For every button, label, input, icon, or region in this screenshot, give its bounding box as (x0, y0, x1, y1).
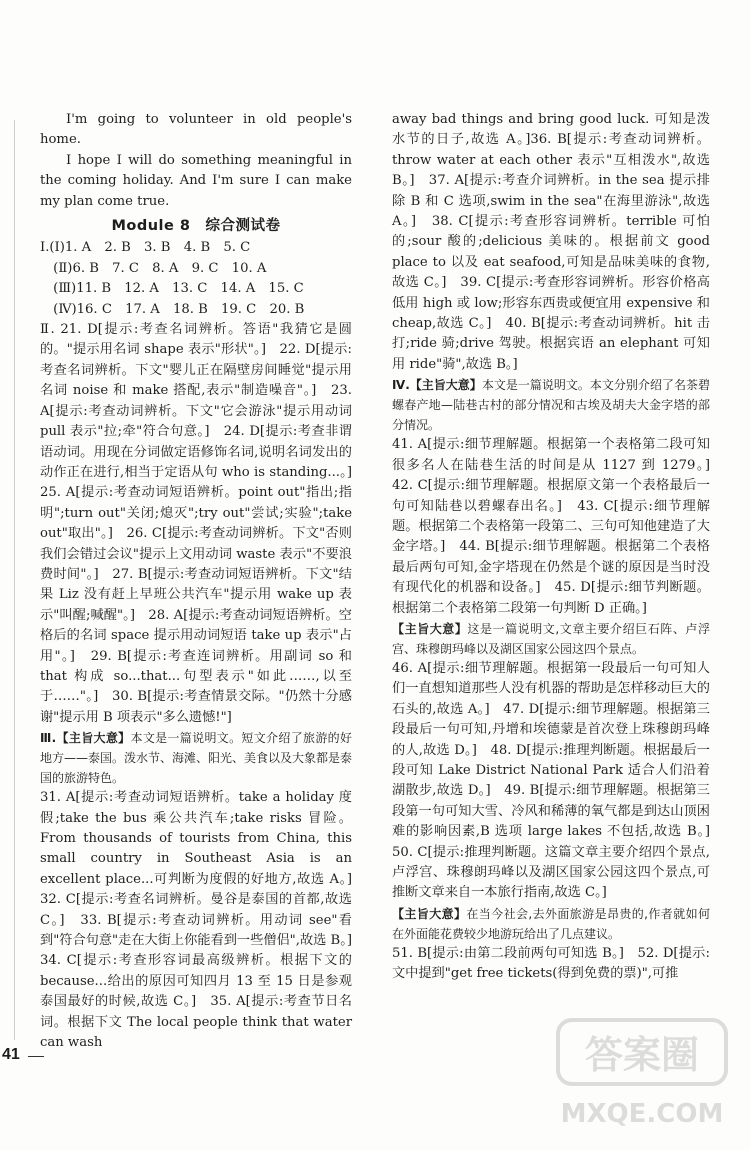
section-2-explanations: Ⅱ. 21. D[提示:考查名词辨析。答语"我猜它是圆的。"提示用名词 shape 表示"形状"。] 22. D[提示:考查名词辨析。下文"婴儿正在隔壁房间睡觉"提示用名词 noise 和 make 搭配,表示"制造噪音"。] 23. A[提示:考查动词辨析。下文"它会游泳"提示用动词 pull 表示"拉;牵"符合句意。] 24. D[提示:考查非谓语动词。用现在分词做定语修饰名词,说明名词发出的动作正在进行,相当于定语从句 who is standing...。] 25. A[提示:考查动词短语辨析。point out"指出;指明";turn out"关闭;熄灭";try out"尝试;实验";take out"取出"。] 26. C[提示:考查动词辨析。下文"否则我们会错过会议"提示上文用动词 waste 表示"不要浪费时间"。] 27. B[提示:考查动词短语辨析。下文"结果 Liz 没有赶上早班公共汽车"提示用 wake up 表示"叫醒;喊醒"。] 28. A[提示:考查动词短语辨析。空格后的名词 space 提示用动词短语 take up 表示"占用"。] 29. B[提示:考查连词辨析。用副词 so 和 that 构成 so...that...句型表示"如此……,以至于……"。] 30. B[提示:考查情景交际。"仍然十分感谢"提示用 B 项表示"多么遗憾!"] (40, 322, 366, 725)
watermark-logo (552, 1010, 732, 1140)
page-number-rule (28, 1056, 44, 1057)
main-idea-text: 在当今社会,去外面旅游是昂贵的,作者就如何在外面能花费较少地游玩给出了几点建议。 (392, 906, 710, 941)
main-idea-label: 【主旨大意】 (392, 906, 467, 921)
section-3-explanations: 31. A[提示:考查动词短语辨析。take a holiday 度假;take the bus 乘公共汽车;take risks 冒险。From thousands of tourists from China, this small country in Southeast Asia is an excellent place...可判断为度假的好地方,故选 A。] 32. C[提示:考查名词辨析。曼谷是泰国的首都,故选 C。] 33. B[提示:考查动词辨析。用动词 see"看到"符合句意"走在大街上你能看到一些僧侣",故选 B。] 34. C[提示:考查形容词最高级辨析。根据下文的 because...给出的原因可知四月 13 至 15 日是参观泰国最好的时候,故选 C。] 35. A[提示:考查节日名词。根据下文 The local people think that water can wash (40, 790, 366, 1051)
section-3-main-idea (40, 728, 352, 788)
module-title: Module 8 综合测试卷 (111, 218, 281, 235)
watermark-url: MXQE.COM (560, 1099, 724, 1129)
main-idea-text: 本文是一篇说明文。短文介绍了旅游的好地方——泰国。泼水节、海滩、阳光、美食以及大象都是泰国的旅游特色。 (40, 731, 353, 786)
page-number: 41 (2, 1046, 20, 1063)
section-6-main-idea (392, 904, 710, 944)
answer-row-4: (Ⅳ)16. C 17. A 18. B 19. C 20. B (40, 301, 305, 317)
section-5-explanations: 46. A[提示:细节理解题。根据第一段最后一句可知人们一直想知道那些人没有机器的帮助是怎样移动巨大的石头的,故选 A。] 47. D[提示:细节理解题。根据第三段最后一句可知,丹增和埃德蒙是首次登上珠穆朗玛峰的人,故选 D。] 48. D[提示:推理判断题。根据最后一段可知 Lake District National Park 适合人们沿着湖散步,故选 D。] 49. B[提示:细节理解题。根据第三段第一句可知大雪、冷风和稀薄的氧气都是到达山顶困难的影响因素,B 选项 large lakes 不包括,故选 B。] 50. C[提示:推理判断题。这篇文章主要介绍四个景点,卢浮宫、珠穆朗玛峰以及湖区国家公园这四个景点,可推断文章来自一本旅行指南,故选 C。] (392, 660, 724, 901)
intro-line-1: I'm going to volunteer in old people's home. (40, 112, 352, 148)
answer-row-3: (Ⅲ)11. B 12. A 13. C 14. A 15. C (40, 281, 304, 297)
answer-row-1: Ⅰ.(Ⅰ)1. A 2. B 3. B 4. B 5. C (40, 240, 251, 256)
right-column (392, 110, 724, 985)
intro-line-2: I hope I will do something meaningful in the coming holiday. And I'm sure I can make my plan come true. (40, 152, 352, 209)
section-6-explanations: 51. B[提示:由第二段前两句可知选 B。] 52. D[提示:文中提到"get free tickets(得到免费的票)",可推 (392, 945, 710, 982)
main-idea-label: Ⅳ.【主旨大意】 (392, 378, 482, 393)
main-idea-label: Ⅲ.【主旨大意】 (40, 731, 131, 746)
section-3-continued: away bad things and bring good luck. 可知是泼水节的日子,故选 A。]36. B[提示:考查动词辨析。throw water at each other 表示"互相泼水",故选 B。] 37. A[提示:考查介词辨析。in the sea 提示排除 B 和 C 选项,swim in the sea"在海里游泳",故选 A。] 38. C[提示:考查形容词辨析。terrible 可怕的;sour 酸的;delicious 美味的。根据前文 good place to 以及 eat seafood,可知是品味美味的食物,故选 C。] 39. C[提示:考查形容词辨析。形容价格高低用 high 或 low;形容东西贵或便宜用 expensive 和 cheap,故选 C。] 40. B[提示:考查动词辨析。hit 击打;ride 骑;drive 驾驶。根据宾语 an elephant 可知用 ride"骑",故选 B。] (392, 112, 710, 372)
section-4-explanations: 41. A[提示:细节理解题。根据第一个表格第二段可知很多名人在陆巷生活的时间是从 1127 到 1279。] 42. C[提示:细节理解题。根据原文第一个表格最后一句可知陆巷以碧螺春出名。] 43. C[提示:细节理解题。根据第二个表格第一段第二、三句可知他建造了大金字塔。] 44. B[提示:细节理解题。根据第二个表格最后两句可知,金字塔现在仍然是个谜的原因是当时没有现代化的机器和设备。] 45. D[提示:细节判断题。根据第二个表格第二段第一句判断 D 正确。] (392, 437, 724, 616)
left-column (40, 110, 366, 1053)
watermark-title: 答案圈 (584, 1033, 700, 1077)
main-idea-label: 【主旨大意】 (392, 621, 468, 636)
main-idea-text: 本文是一篇说明文。本文分别介绍了名茶碧螺春产地—陆巷古村的部分情况和古埃及胡夫大金字塔的部分情况。 (392, 378, 710, 433)
main-idea-text: 这是一篇说明文,文章主要介绍巨石阵、卢浮宫、珠穆朗玛峰以及湖区国家公园这四个景点。 (392, 621, 710, 656)
section-5-main-idea (392, 619, 710, 659)
answer-row-2: (Ⅱ)6. B 7. C 8. A 9. C 10. A (40, 260, 267, 276)
section-4-main-idea (392, 375, 710, 435)
margin-rule (14, 120, 15, 1040)
